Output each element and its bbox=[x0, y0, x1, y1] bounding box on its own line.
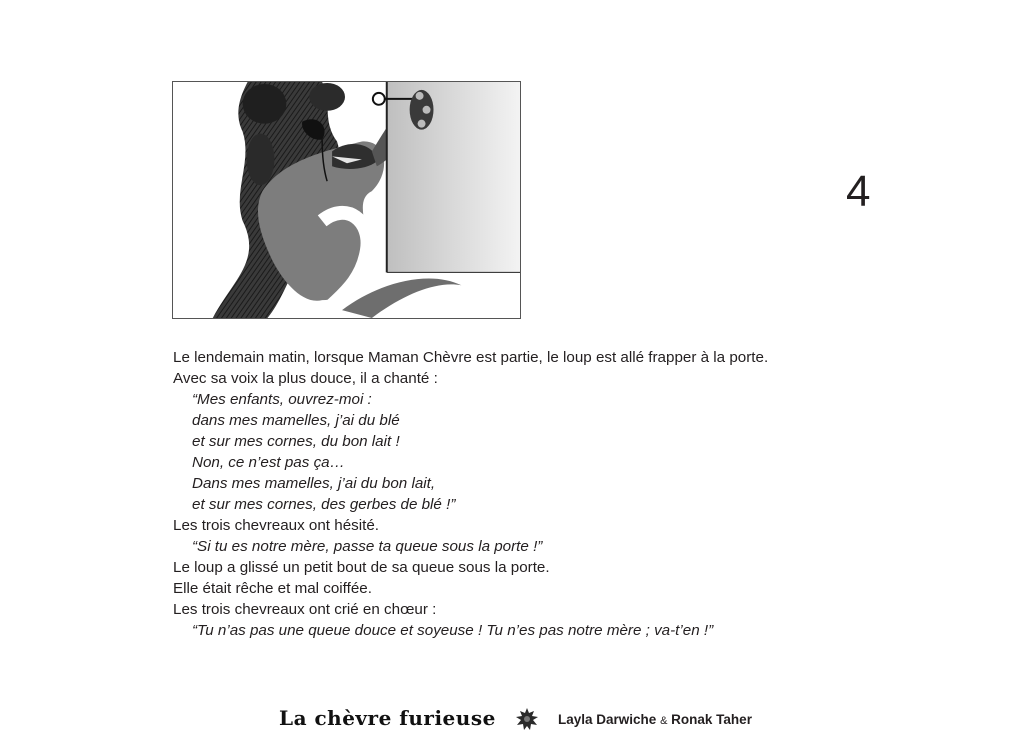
quote-line: Dans mes mamelles, j’ai du bon lait, bbox=[192, 475, 436, 492]
author-name: Layla Darwiche bbox=[558, 712, 657, 727]
narration-line: Elle était rêche et mal coiffée. bbox=[173, 580, 372, 597]
narration-line: Le lendemain matin, lorsque Maman Chèvre est partie, le loup est allé frapper à la porte. bbox=[173, 349, 769, 366]
quote-line: et sur mes cornes, des gerbes de blé !” bbox=[192, 496, 456, 513]
author-separator: & bbox=[660, 715, 668, 727]
story-text bbox=[173, 347, 893, 641]
quote-line: et sur mes cornes, du bon lait ! bbox=[192, 433, 400, 450]
narration-line: Le loup a glissé un petit bout de sa queue sous la porte. bbox=[173, 559, 550, 576]
book-authors bbox=[558, 712, 752, 727]
narration-line: Les trois chevreaux ont hésité. bbox=[173, 517, 379, 534]
leaf-ornament-icon bbox=[515, 707, 539, 733]
quote-line: “Tu n’as pas une queue douce et soyeuse ! Tu n’es pas notre mère ; va-t’en !” bbox=[192, 622, 714, 639]
wolf-at-door-illustration bbox=[172, 81, 521, 319]
narration-line: Avec sa voix la plus douce, il a chanté : bbox=[173, 370, 438, 387]
narration-line: Les trois chevreaux ont crié en chœur : bbox=[173, 601, 437, 618]
author-name: Ronak Taher bbox=[671, 712, 752, 727]
quote-line: dans mes mamelles, j’ai du blé bbox=[192, 412, 400, 429]
quote-line: “Si tu es notre mère, passe ta queue sous la porte !” bbox=[192, 538, 543, 555]
quote-line: Non, ce n’est pas ça… bbox=[192, 454, 345, 471]
page-number: 4 bbox=[846, 167, 871, 216]
book-title: La chèvre furieuse bbox=[279, 706, 496, 730]
quote-line: “Mes enfants, ouvrez-moi : bbox=[192, 391, 372, 408]
